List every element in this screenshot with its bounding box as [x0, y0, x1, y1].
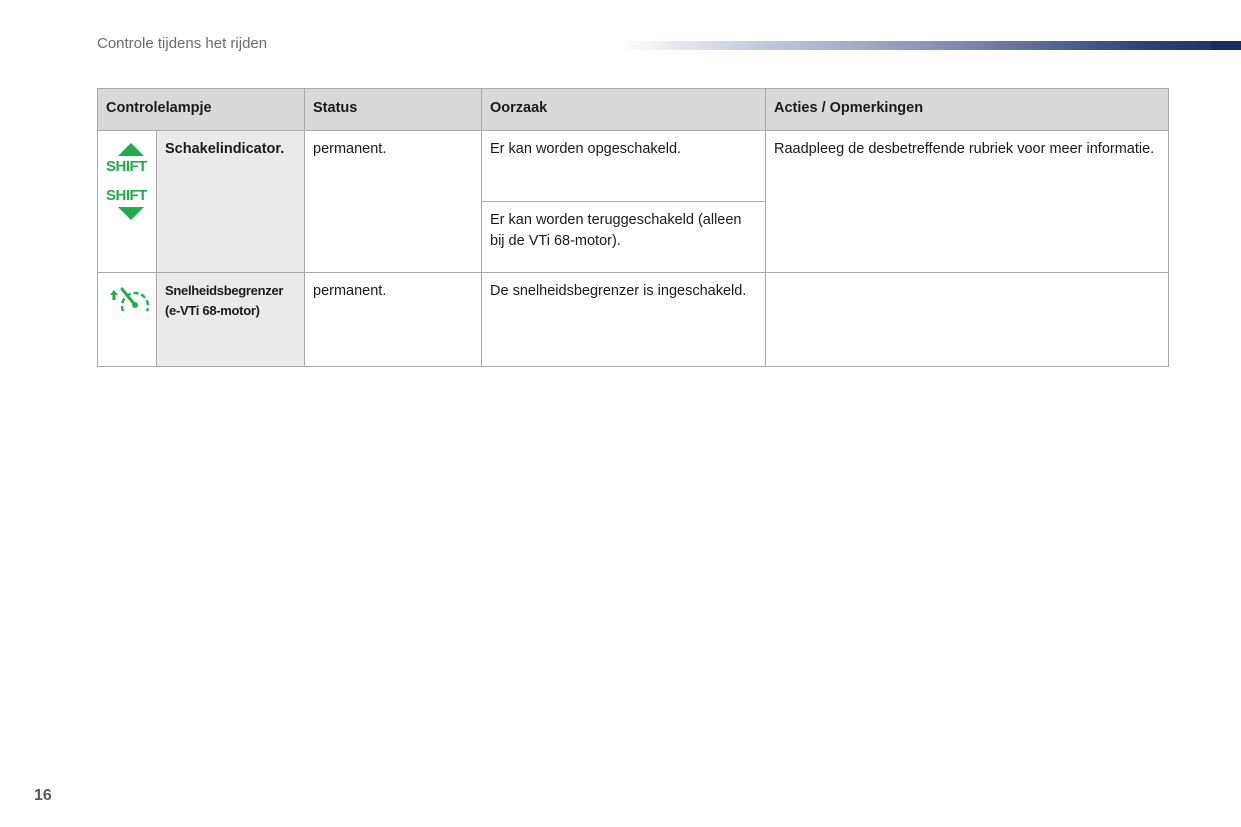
light-name-line-1: Snelheidsbegrenzer	[165, 283, 284, 298]
table-header-row	[98, 89, 1169, 131]
shift-down-label: SHIFT	[106, 187, 147, 204]
cause-cell: Er kan worden opgeschakeld.	[482, 131, 766, 202]
warning-lights-table	[97, 88, 1169, 367]
light-name	[157, 273, 305, 367]
page-number: 16	[34, 787, 52, 804]
table-row	[98, 131, 1169, 202]
action-cell	[766, 273, 1169, 367]
shift-indicator-cell	[98, 131, 157, 273]
page-header-title: Controle tijdens het rijden	[97, 35, 268, 52]
light-name: Schakelindicator.	[157, 131, 305, 273]
header-gradient-bar	[620, 41, 1241, 50]
speed-limiter-icon	[106, 281, 154, 321]
column-header-status: Status	[305, 89, 482, 131]
table-row	[98, 273, 1169, 367]
column-header-controlelampje: Controlelampje	[98, 89, 305, 131]
header-bar-end	[1211, 41, 1241, 50]
cause-cell: De snelheidsbegrenzer is ingeschakeld.	[482, 273, 766, 367]
shift-indicator-icon	[106, 139, 156, 220]
cause-cell: Er kan worden teruggeschakeld (alleen bij de VTi 68-motor).	[482, 202, 766, 273]
arrow-up-icon	[118, 143, 144, 156]
status-cell: permanent.	[305, 131, 482, 273]
arrow-down-icon	[118, 207, 144, 220]
column-header-acties: Acties / Opmerkingen	[766, 89, 1169, 131]
speed-limiter-cell	[98, 273, 157, 367]
light-name-line-2: (e-VTi 68-motor)	[165, 303, 260, 318]
shift-up-label: SHIFT	[106, 158, 147, 175]
action-cell: Raadpleeg de desbetreffende rubriek voor meer informatie.	[766, 131, 1169, 273]
column-header-oorzaak: Oorzaak	[482, 89, 766, 131]
status-cell: permanent.	[305, 273, 482, 367]
